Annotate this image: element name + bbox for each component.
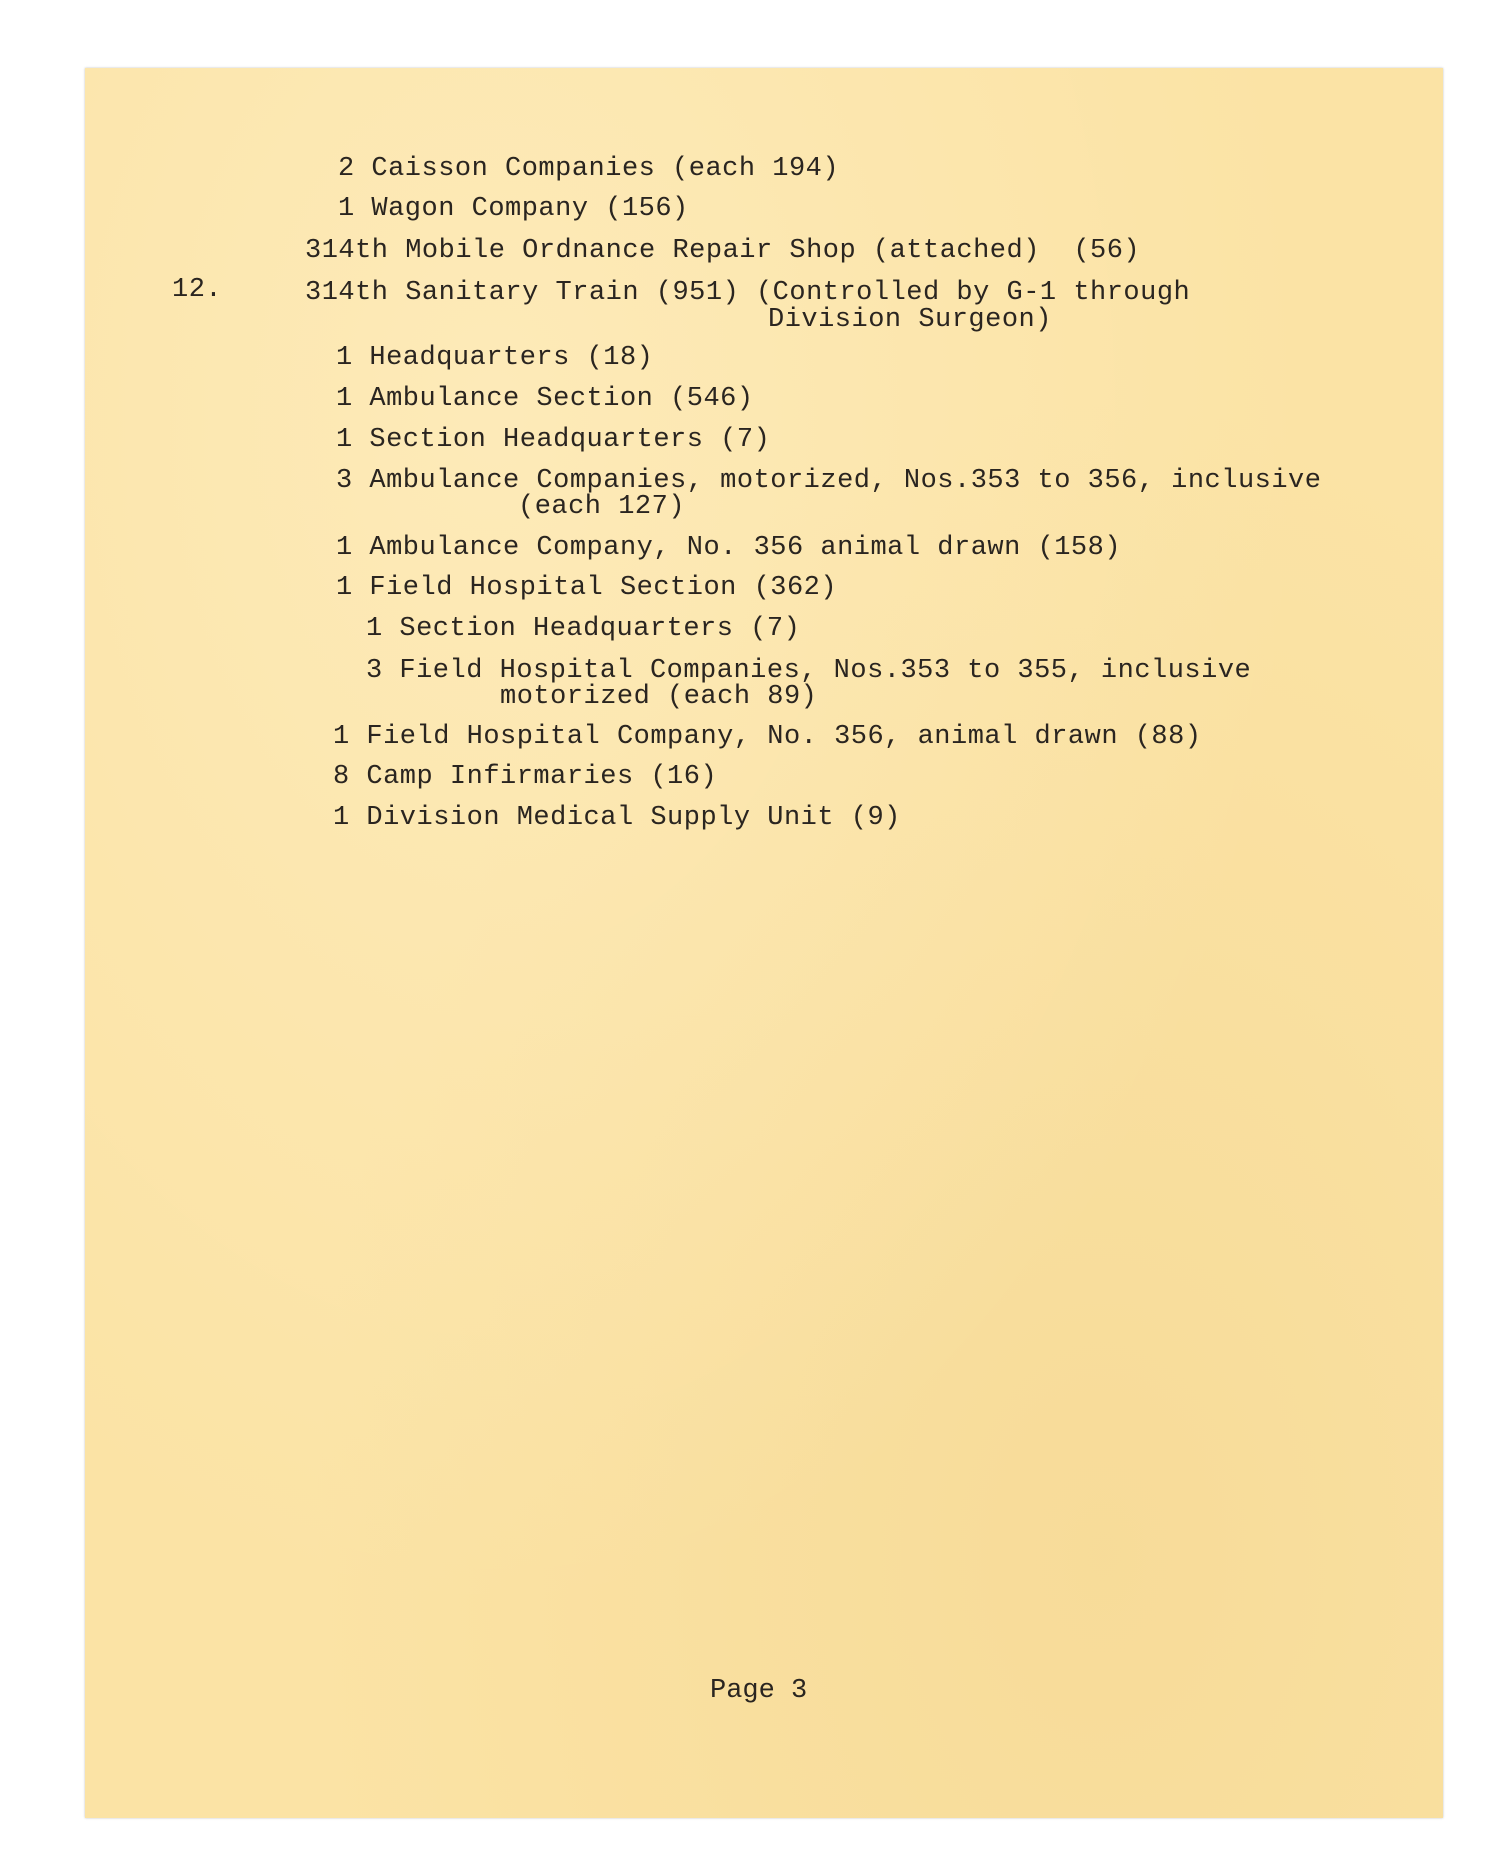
item-number-12: 12. — [172, 275, 223, 305]
caisson-companies-line: 2 Caisson Companies (each 194) — [338, 154, 840, 184]
field-hospital-companies-continuation: motorized (each 89) — [500, 682, 818, 712]
wagon-company-line: 1 Wagon Company (156) — [338, 194, 689, 224]
medical-supply-unit-line: 1 Division Medical Supply Unit (9) — [333, 803, 901, 833]
ambulance-company-animal-line: 1 Ambulance Company, No. 356 animal drawn (158) — [336, 533, 1122, 563]
sanitary-train-line: 314th Sanitary Train (951) (Controlled by G-1 through — [305, 278, 1191, 308]
ambulance-companies-continuation: (each 127) — [518, 492, 686, 522]
field-hospital-section-headquarters-line: 1 Section Headquarters (7) — [366, 614, 801, 644]
page-number: Page 3 — [710, 1676, 808, 1706]
document-page — [85, 68, 1443, 1818]
headquarters-line: 1 Headquarters (18) — [336, 343, 654, 373]
field-hospital-companies-line: 3 Field Hospital Companies, Nos.353 to 355, inclusive — [366, 656, 1252, 686]
ambulance-section-line: 1 Ambulance Section (546) — [336, 384, 754, 414]
camp-infirmaries-line: 8 Camp Infirmaries (16) — [333, 762, 718, 792]
sanitary-train-continuation: Division Surgeon) — [768, 305, 1052, 335]
ordnance-repair-shop-line: 314th Mobile Ordnance Repair Shop (attached) (56) — [305, 236, 1141, 266]
section-headquarters-line: 1 Section Headquarters (7) — [336, 425, 771, 455]
field-hospital-section-line: 1 Field Hospital Section (362) — [336, 573, 838, 603]
ambulance-companies-motorized-line: 3 Ambulance Companies, motorized, Nos.353 to 356, inclusive — [336, 466, 1322, 496]
field-hospital-company-animal-line: 1 Field Hospital Company, No. 356, animal drawn (88) — [333, 722, 1202, 752]
